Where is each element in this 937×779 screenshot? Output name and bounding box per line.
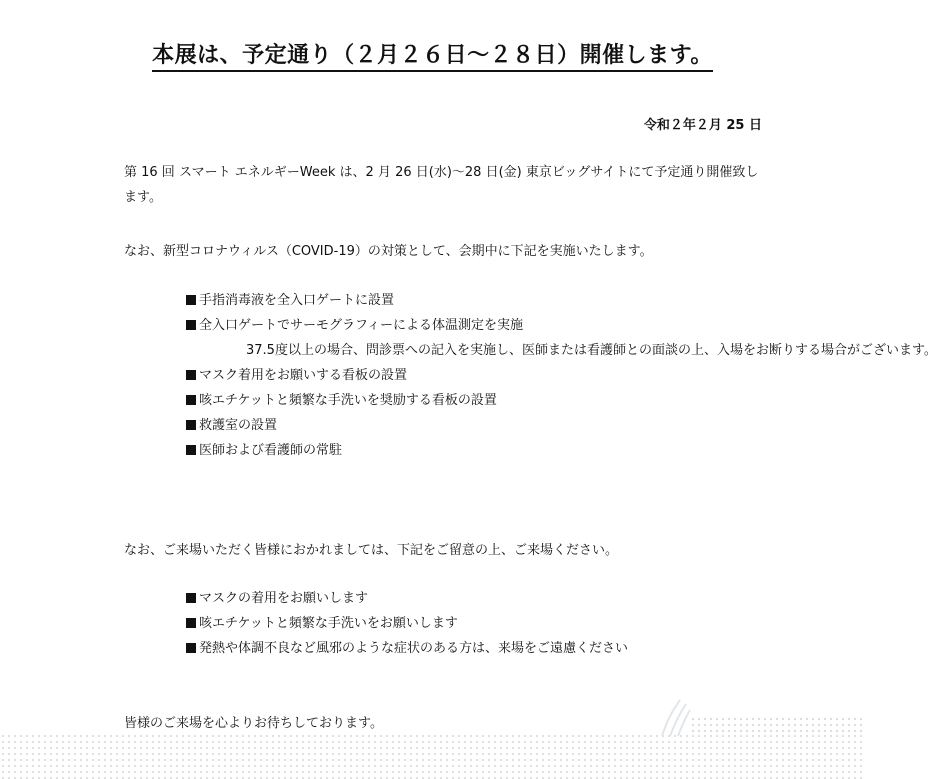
- dotted-band-decoration: [690, 716, 865, 736]
- list-item: 咳エチケットと頻繁な手洗いを奨励する看板の設置: [186, 388, 766, 413]
- visitors-intro-paragraph: なお、ご来場いただく皆様におかれましては、下記をご留意の上、ご来場ください。: [124, 543, 619, 558]
- list-item: 発熱や体調不良など風邪のような症状のある方は、来場をご遠慮ください: [186, 636, 628, 661]
- visitor-requests-list: [186, 586, 628, 661]
- square-bullet-icon: [186, 643, 196, 653]
- list-item: 咳エチケットと頻繁な手洗いをお願いします: [186, 611, 628, 636]
- list-item: 救護室の設置: [186, 413, 766, 438]
- closing-paragraph: 皆様のご来場を心よりお待ちしております。: [124, 716, 383, 731]
- page-title-text: 本展は、予定通り（２月２６日～２８日）開催します。: [152, 43, 713, 72]
- square-bullet-icon: [186, 320, 196, 330]
- square-bullet-icon: [186, 395, 196, 405]
- list-item: マスク着用をお願いする看板の設置: [186, 363, 766, 388]
- square-bullet-icon: [186, 420, 196, 430]
- notice-date: 令和２年２月 25 日: [643, 118, 762, 133]
- square-bullet-icon: [186, 593, 196, 603]
- measures-list: [186, 288, 937, 463]
- dotted-footer-decoration: [0, 733, 865, 779]
- measure-note: 37.5度以上の場合、問診票への記入を実施し、医師または看護師との面談の上、入場をお断りする場合がございます。: [246, 343, 937, 358]
- square-bullet-icon: [186, 295, 196, 305]
- square-bullet-icon: [186, 445, 196, 455]
- intro-paragraph: 第 16 回 スマート エネルギーWeek は、2 月 26 日(水)～28 日(金) 東京ビッグサイトにて予定通り開催致します。: [124, 165, 759, 205]
- measures-intro-paragraph: なお、新型コロナウィルス（COVID-19）の対策として、会期中に下記を実施いたします。: [124, 244, 653, 259]
- list-item: 手指消毒液を全入口ゲートに設置: [186, 288, 766, 313]
- square-bullet-icon: [186, 370, 196, 380]
- list-item: 全入口ゲートでサーモグラフィーによる体温測定を実施: [186, 313, 766, 338]
- page-title: [0, 38, 865, 69]
- list-item: マスクの着用をお願いします: [186, 586, 628, 611]
- square-bullet-icon: [186, 618, 196, 628]
- wave-decoration-icon: [656, 696, 696, 740]
- list-item: 医師および看護師の常駐: [186, 438, 766, 463]
